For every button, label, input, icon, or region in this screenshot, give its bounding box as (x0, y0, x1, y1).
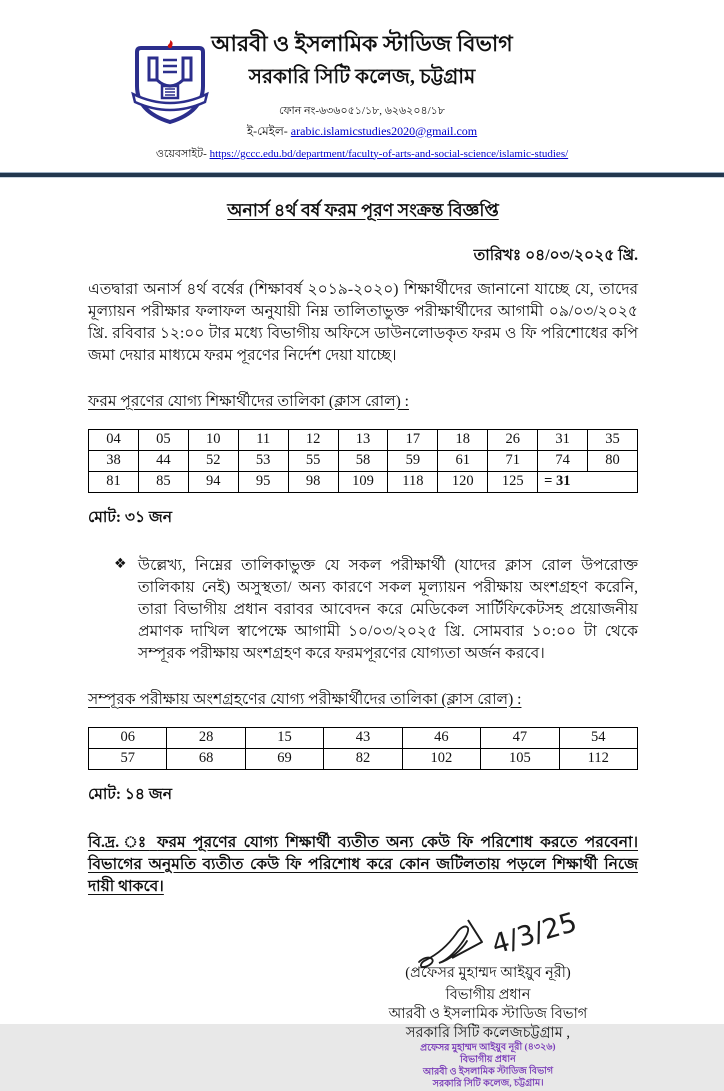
handwritten-date: 4/3/25 (488, 906, 581, 961)
roll-cell: 55 (288, 450, 338, 471)
roll-cell: 98 (288, 471, 338, 492)
table-row (89, 748, 638, 769)
roll-cell: 26 (488, 429, 538, 450)
table-row (89, 429, 638, 450)
website-line (0, 145, 724, 164)
signatory-name: (প্রফেসর মুহাম্মদ আইয়ুব নূরী) (405, 964, 571, 981)
notice-title: অনার্স ৪র্থ বর্ষ ফরম পূরণ সংক্রন্ত বিজ্ঞপ্তি (227, 199, 499, 220)
roll-cell: 15 (245, 727, 323, 748)
roll-cell: 17 (388, 429, 438, 450)
roll-cell: 12 (288, 429, 338, 450)
roll-cell: 44 (138, 450, 188, 471)
signatory-department: আরবী ও ইসলামিক স্টাডিজ বিভাগ (388, 1005, 588, 1022)
roll-cell: 85 (138, 471, 188, 492)
website-prefix: ওয়েবসাইট- (155, 147, 207, 160)
intro-paragraph: এতদ্বারা অনার্স ৪র্থ বর্ষের (শিক্ষাবর্ষ ২০১৯-২০২০) শিক্ষার্থীদের জানানো যাচ্ছে যে, তাদের মূল্যায়ন পরীক্ষার ফলাফল অনুযায়ী নিম্ন তালিতাভুক্ত পরীক্ষার্থীদের আগামী ০৯/০৩/২০২৫ খ্রি. রবিবার ১২:০০ টার মধ্যে বিভাগীয় অফিসে ডাউনলোডকৃত ফরম ও ফি পরিশোধের কপি জমা দেয়ার মাধ্যমে ফরম পূরণের নির্দেশ দেয়া যাচ্ছে। (88, 280, 638, 364)
eligible-list-heading: ফরম পূরণের যোগ্য শিক্ষার্থীদের তালিকা (ক্লাস রোল) : (88, 392, 409, 410)
stamp-department: আরবী ও ইসলামিক স্টাডিজ বিভাগ (422, 1065, 554, 1078)
college-logo (127, 42, 213, 130)
roll-cell: 102 (402, 748, 480, 769)
supplementary-note-text: উল্লেখ্য, নিম্নের তালিকাভুক্ত যে সকল পরীক্ষার্থী (যাদের ক্লাস রোল উপরোক্ত তালিকায় নেই) অসুস্থতা/ অন্য কারণে সকল মূল্যায়ন পরীক্ষায় অংশগ্রহণ করেনি, তারা বিভাগীয় প্রধান বরাবর আবেদন করে মেডিকেল সার্টিফিকেটসহ প্রয়োজনীয় প্রমাণক দাখিল স্বাপেক্ষে আগামী ১০/০৩/২০২৫ খ্রি. সোমবার ১০:০০ টা থেকে সম্পূরক পরীক্ষায় অংশগ্রহণ করে ফরমপূরণের যোগ্যতা অর্জন করবে। (138, 556, 638, 662)
supplementary-list-heading: সম্পূরক পরীক্ষায় অংশগ্রহণের যোগ্য পরীক্ষার্থীদের তালিকা (ক্লাস রোল) : (88, 690, 522, 708)
roll-cell: 94 (188, 471, 238, 492)
roll-cell: 125 (488, 471, 538, 492)
email-prefix: ই-মেইল- (246, 123, 288, 138)
email-line (0, 123, 724, 143)
roll-cell: 53 (238, 450, 288, 471)
table-row (89, 727, 638, 748)
official-stamp (348, 1040, 628, 1090)
roll-cell: 13 (338, 429, 388, 450)
roll-cell: 10 (188, 429, 238, 450)
roll-cell: 61 (438, 450, 488, 471)
roll-cell: 68 (167, 748, 245, 769)
letterhead (0, 0, 724, 164)
roll-cell: 52 (188, 450, 238, 471)
signature-block (348, 906, 628, 1090)
roll-cell: 54 (559, 727, 637, 748)
phone-line: ফোন নং-৬৩৬০৫১/১৮, ৬২৬২০৪/১৮ (279, 104, 445, 117)
roll-cell: 82 (324, 748, 402, 769)
roll-cell: 118 (388, 471, 438, 492)
roll-cell: 06 (89, 727, 167, 748)
notice-date: তারিখঃ ০৪/০৩/২০২৫ খ্রি. (473, 246, 638, 264)
table-row (89, 471, 638, 492)
stamp-name: প্রফেসর মুহাম্মদ আইয়ুব নূরী (৪৩২৬) (420, 1041, 556, 1054)
signatory-designation: বিভাগীয় প্রধান (445, 986, 531, 1003)
roll-cell: 71 (488, 450, 538, 471)
roll-cell: 81 (89, 471, 139, 492)
eligible-roll-table (88, 429, 638, 493)
supplementary-roll-table (88, 727, 638, 770)
stamp-college: সরকারি সিটি কলেজ, চট্টগ্রাম। (432, 1078, 544, 1089)
roll-cell: 31 (538, 429, 588, 450)
website-link[interactable]: https://gccc.edu.bd/department/faculty-of-arts-and-social-science/islamic-studies/ (209, 147, 569, 160)
roll-cell: 95 (238, 471, 288, 492)
signatory-college: সরকারি সিটি কলেজচট্টগ্রাম , (405, 1024, 571, 1041)
email-link[interactable]: arabic.islamicstudies2020@gmail.com (290, 123, 478, 138)
roll-cell: 05 (138, 429, 188, 450)
roll-cell: 47 (481, 727, 559, 748)
diamond-bullet-icon: ❖ (114, 555, 127, 572)
footer-note-label: বি.দ্র. ঃ (88, 833, 150, 851)
roll-cell: 69 (245, 748, 323, 769)
table-row (89, 450, 638, 471)
roll-cell: = 31 (538, 471, 638, 492)
roll-cell: 105 (481, 748, 559, 769)
roll-cell: 80 (588, 450, 638, 471)
roll-cell: 74 (538, 450, 588, 471)
roll-cell: 120 (438, 471, 488, 492)
roll-cell: 109 (338, 471, 388, 492)
roll-cell: 112 (559, 748, 637, 769)
roll-cell: 59 (388, 450, 438, 471)
roll-cell: 38 (89, 450, 139, 471)
footer-note (88, 832, 638, 898)
stamp-designation: বিভাগীয় প্রধান (460, 1054, 516, 1065)
roll-cell: 43 (324, 727, 402, 748)
notice-body (0, 178, 724, 1089)
department-name: আরবী ও ইসলামিক স্টাডিজ বিভাগ (211, 31, 513, 56)
roll-cell: 46 (402, 727, 480, 748)
roll-cell: 18 (438, 429, 488, 450)
footer-note-text: ফরম পূরণের যোগ্য শিক্ষার্থী ব্যতীত অন্য কেউ ফি পরিশোধ করতে পরবেনা। বিভাগের অনুমতি ব্যতীত কেউ ফি পরিশোধ করে কোন জটিলতায় পড়লে শিক্ষার্থী নিজে দায়ী থাকবে। (88, 833, 638, 895)
college-logo-icon (127, 42, 213, 130)
college-name: সরকারি সিটি কলেজ, চট্টগ্রাম (248, 65, 476, 88)
roll-cell: 35 (588, 429, 638, 450)
supplementary-note (88, 555, 638, 665)
roll-cell: 58 (338, 450, 388, 471)
roll-cell: 28 (167, 727, 245, 748)
eligible-total: মোট: ৩১ জন (88, 508, 173, 526)
roll-cell: 04 (89, 429, 139, 450)
roll-cell: 57 (89, 748, 167, 769)
supplementary-total: মোট: ১৪ জন (88, 785, 172, 803)
roll-cell: 11 (238, 429, 288, 450)
